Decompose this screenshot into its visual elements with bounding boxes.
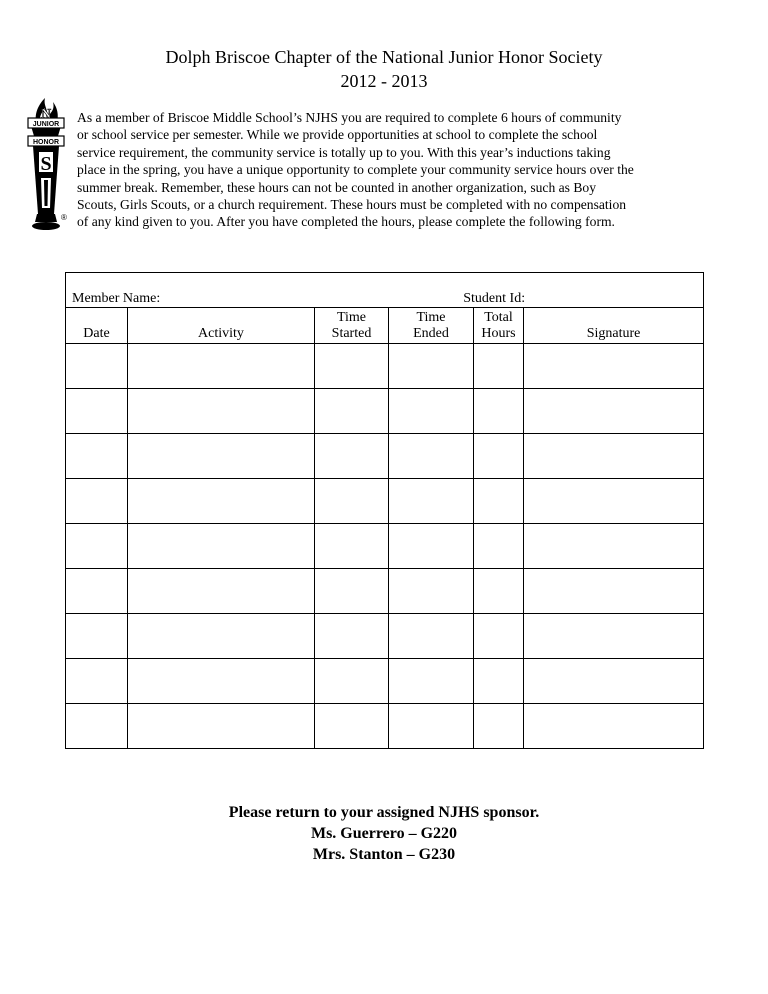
- service-hours-table: [65, 272, 704, 749]
- column-header-line2: Activity: [198, 326, 244, 341]
- column-header-activity: [128, 308, 315, 344]
- time-started-cell[interactable]: [315, 569, 389, 614]
- signature-cell[interactable]: [524, 344, 704, 389]
- time-started-cell[interactable]: [315, 524, 389, 569]
- logo-text-junior: JUNIOR: [32, 121, 60, 128]
- intro-line: summer break. Remember, these hours can not be counted in another organization, such as Boy: [77, 179, 597, 195]
- member-info-row: [66, 273, 704, 308]
- time-ended-cell[interactable]: [389, 389, 474, 434]
- table-row: [66, 614, 704, 659]
- date-cell[interactable]: [66, 659, 128, 704]
- activity-cell[interactable]: [128, 569, 315, 614]
- column-header-line2: Started: [331, 326, 372, 341]
- signature-cell[interactable]: [524, 569, 704, 614]
- njhs-torch-logo: [25, 96, 67, 236]
- total-hours-cell[interactable]: [474, 569, 524, 614]
- intro-paragraph: [77, 109, 701, 231]
- member-name-label: Member Name:: [72, 291, 161, 306]
- total-hours-cell[interactable]: [474, 479, 524, 524]
- total-hours-cell[interactable]: [474, 659, 524, 704]
- activity-cell[interactable]: [128, 704, 315, 749]
- school-year: 2012 - 2013: [340, 71, 428, 91]
- intro-line: place in the spring, you have a unique opportunity to complete your community service hours over the: [77, 162, 634, 178]
- time-ended-cell[interactable]: [389, 614, 474, 659]
- intro-line: service requirement, the community service is totally up to you. With this year’s inductions taking: [77, 144, 611, 160]
- time-started-cell[interactable]: [315, 434, 389, 479]
- column-header-line2: Hours: [481, 326, 516, 341]
- activity-cell[interactable]: [128, 344, 315, 389]
- student-id-label: Student Id:: [463, 291, 526, 306]
- date-cell[interactable]: [66, 434, 128, 479]
- signature-cell[interactable]: [524, 614, 704, 659]
- total-hours-cell[interactable]: [474, 344, 524, 389]
- table-row: [66, 569, 704, 614]
- column-header-line1: Time: [336, 310, 367, 325]
- logo-text-honor: HONOR: [32, 139, 60, 146]
- intro-line: of any kind given to you. After you have completed the hours, please complete the following form.: [77, 214, 615, 230]
- signature-cell[interactable]: [524, 434, 704, 479]
- column-header-signature: [524, 308, 704, 344]
- logo-letter-n: N: [40, 107, 52, 122]
- return-instruction: Please return to your assigned NJHS sponsor.: [228, 804, 540, 821]
- time-started-cell[interactable]: [315, 614, 389, 659]
- intro-line: or school service per semester. While we provide opportunities at school to complete the school: [77, 127, 598, 143]
- intro-line: As a member of Briscoe Middle School’s NJHS you are required to complete 6 hours of community: [77, 110, 622, 125]
- time-ended-cell[interactable]: [389, 524, 474, 569]
- column-header-line1: Time: [416, 310, 446, 325]
- time-started-cell[interactable]: [315, 479, 389, 524]
- signature-cell[interactable]: [524, 659, 704, 704]
- activity-cell[interactable]: [128, 389, 315, 434]
- table-row: [66, 704, 704, 749]
- table-row: [66, 434, 704, 479]
- table-row: [66, 389, 704, 434]
- time-ended-cell[interactable]: [389, 569, 474, 614]
- sponsor-guerrero: Ms. Guerrero – G220: [310, 825, 458, 842]
- activity-cell[interactable]: [128, 614, 315, 659]
- table-row: [66, 344, 704, 389]
- signature-cell[interactable]: [524, 524, 704, 569]
- column-header-total-hours: [474, 308, 524, 344]
- table-row: [66, 479, 704, 524]
- time-started-cell[interactable]: [315, 389, 389, 434]
- column-header-date: [66, 308, 128, 344]
- table-row: [66, 659, 704, 704]
- total-hours-cell[interactable]: [474, 524, 524, 569]
- column-header-time-started: [315, 308, 389, 344]
- signature-cell[interactable]: [524, 389, 704, 434]
- time-ended-cell[interactable]: [389, 704, 474, 749]
- date-cell[interactable]: [66, 389, 128, 434]
- signature-cell[interactable]: [524, 479, 704, 524]
- total-hours-cell[interactable]: [474, 704, 524, 749]
- time-ended-cell[interactable]: [389, 434, 474, 479]
- date-cell[interactable]: [66, 704, 128, 749]
- time-started-cell[interactable]: [315, 704, 389, 749]
- activity-cell[interactable]: [128, 434, 315, 479]
- time-ended-cell[interactable]: [389, 659, 474, 704]
- date-cell[interactable]: [66, 569, 128, 614]
- signature-cell[interactable]: [524, 704, 704, 749]
- activity-cell[interactable]: [128, 479, 315, 524]
- page-title: Dolph Briscoe Chapter of the National Junior Honor Society: [165, 47, 603, 67]
- column-header-time-ended: [389, 308, 474, 344]
- activity-cell[interactable]: [128, 659, 315, 704]
- member-info-cell[interactable]: [66, 273, 704, 308]
- registered-mark: ®: [61, 213, 67, 222]
- date-cell[interactable]: [66, 344, 128, 389]
- activity-cell[interactable]: [128, 524, 315, 569]
- total-hours-cell[interactable]: [474, 434, 524, 479]
- sponsor-stanton: Mrs. Stanton – G230: [312, 846, 456, 863]
- total-hours-cell[interactable]: [474, 389, 524, 434]
- time-started-cell[interactable]: [315, 344, 389, 389]
- time-ended-cell[interactable]: [389, 479, 474, 524]
- column-header-line2: Ended: [413, 326, 449, 341]
- date-cell[interactable]: [66, 614, 128, 659]
- column-header-line2: Signature: [586, 326, 641, 341]
- date-cell[interactable]: [66, 479, 128, 524]
- time-ended-cell[interactable]: [389, 344, 474, 389]
- column-header-line2: Date: [83, 326, 110, 341]
- table-header-row: [66, 308, 704, 344]
- intro-line: Scouts, Girls Scouts, or a church requirement. These hours must be completed with no compensation: [77, 197, 627, 213]
- time-started-cell[interactable]: [315, 659, 389, 704]
- column-header-line1: Total: [484, 310, 513, 325]
- logo-letter-s: S: [40, 153, 52, 175]
- table-row: [66, 524, 704, 569]
- date-cell[interactable]: [66, 524, 128, 569]
- total-hours-cell[interactable]: [474, 614, 524, 659]
